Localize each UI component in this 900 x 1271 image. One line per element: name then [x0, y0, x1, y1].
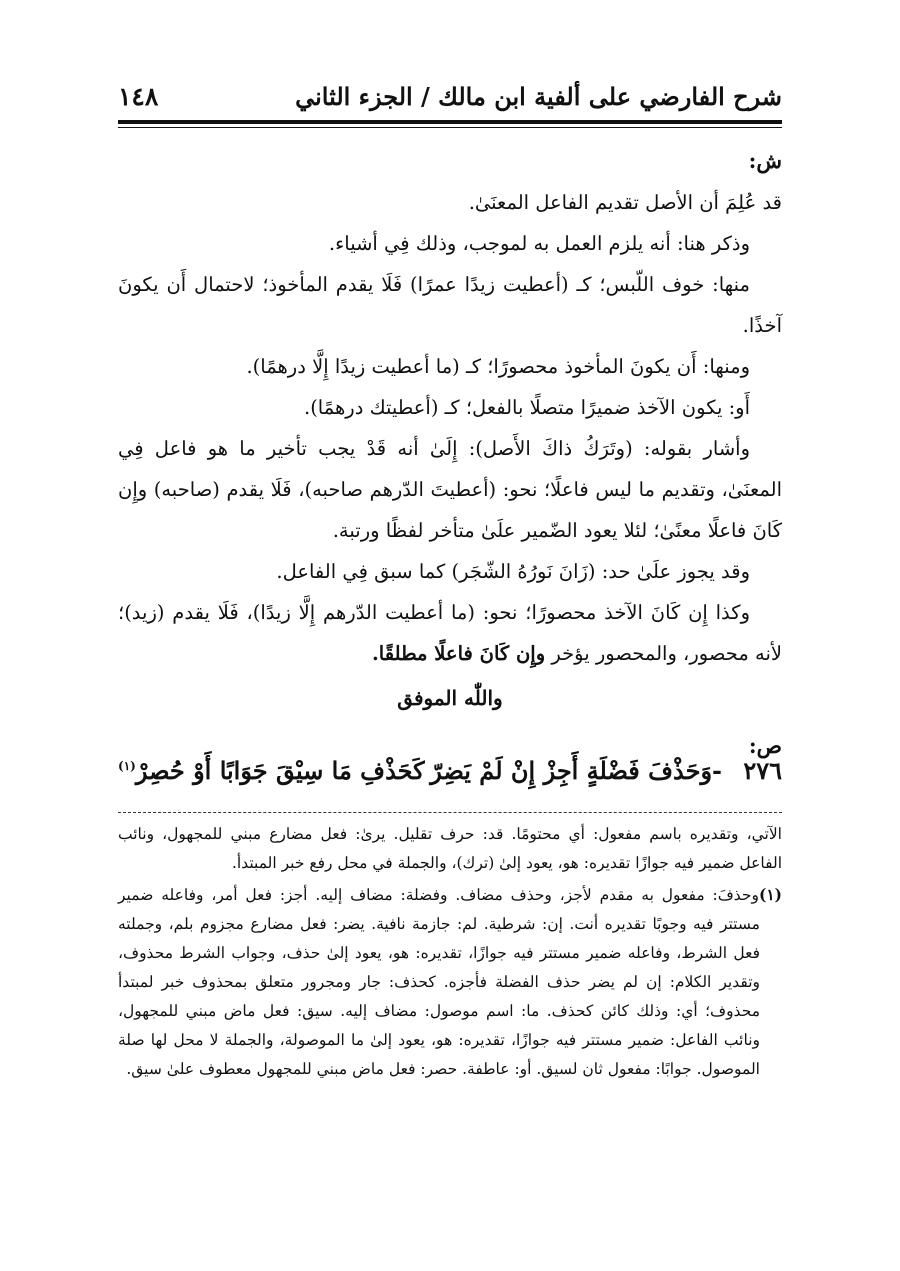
footnotes	[118, 820, 782, 1086]
verse-first-hemistich: -وَحَذْفَ فَضْلَةٍ أَجِزْ إِنْ لَمْ يَضِرّ	[430, 756, 722, 785]
paragraph: ومنها: أَن يكونَ المأخوذ محصورًا؛ كـ (ما أعطيت زيدًا إِلَّا درهمًا).	[246, 355, 750, 378]
section-label-s: ص:	[748, 733, 782, 758]
footnote-continuation: الآتي، وتقديره باسم مفعول: أي محتومًا. قد: حرف تقليل. يرىٰ: فعل مضارع مبني للمجهول، ونائب الفاعل ضمير فيه جوازًا تقديره: هو، يعود إلىٰ (ترك)، والجملة في محل رفع خبر المبتدأ.	[118, 825, 782, 872]
paragraph: أَو: يكون الآخذ ضميرًا متصلًا بالفعل؛ كـ (أعطيتك درهمًا).	[304, 396, 750, 419]
paragraph: وأشار بقوله: (وتَرَكُ ذاكَ الأَصل): إِلَىٰ أنه قَدْ يجب تأخير ما هو فاعل فِي المعنَىٰ، وتقديم ما ليس فاعلًا؛ نحو: (أعطيتَ الدّرهم صاحبه)، فَلَا يقدم (صاحبه) وإِن كَانَ فاعلًا معنًىٰ؛ لئلا يعود الضّمير علَىٰ متأخر لفظًا ورتبة.	[118, 437, 782, 542]
closing-formula: واللّٰه الموفق	[397, 686, 503, 710]
paragraph-with-bold-tail	[118, 592, 782, 674]
running-title: شرح الفارضي على ألفية ابن مالك / الجزء الثاني	[295, 82, 782, 111]
header-rule-thick	[118, 120, 782, 124]
footnote-text: وحذفَ: مفعول به مقدم لأجز، وحذف مضاف. وفضلة: مضاف إليه. أجز: فعل أمر، وفاعله ضمير مستتر فيه وجوبًا تقديره أنت. إن: شرطية. لم: جازمة نافية. يضر: فعل مضارع مجزوم بلم، وجملته فعل الشرط، وفاعله ضمير مستتر فيه جوازًا، تقديره: هو، يعود إلىٰ حذف، وجواب الشرط محذوف، وتقدير الكلام: إن لم يضر حذف الفضلة فأجزه. كحذف: جار ومجرور متعلق بمحذوف خبر لمبتدأ محذوف؛ أي: وذلك كائن كحذف. ما: اسم موصول: مضاف إليه. سيق: فعل ماض مبني للمجهول، ونائب الفاعل: ضمير مستتر فيه جوازًا، تقديره: هو، يعود إلىٰ ما الموصولة، والجملة لا محل لها صلة الموصول. جوابًا: مفعول ثان لسيق. أو: عاطفة. حصر: فعل ماض مبني للمجهول معطوف علىٰ سيق.	[118, 886, 760, 1078]
page-number: ١٤٨	[118, 82, 159, 111]
footnote-marker: (١)	[758, 885, 782, 904]
header-rule-thin	[118, 127, 782, 128]
commentary-body	[118, 140, 782, 767]
verse-second-hemistich: كَحَذْفِ مَا سِيْقَ جَوَابًا أَوْ حُصِرْ$^{(١)}$	[118, 756, 425, 785]
page-header	[118, 76, 782, 116]
verse-number: ٢٧٦	[743, 756, 782, 785]
paragraph: وذكر هنا: أنه يلزم العمل به لموجب، وذلك فِي أشياء.	[328, 232, 750, 255]
footnote-separator	[118, 812, 782, 813]
verse-line	[118, 752, 782, 802]
paragraph: منها: خوف اللّبس؛ كـ (أعطيت زيدًا عمرًا) فَلَا يقدم المأخوذ؛ لاحتمال أَن يكونَ آخذًا.	[118, 273, 782, 337]
footnote-ref: (١)	[118, 759, 136, 773]
bold-tail: وإِن كَانَ فاعلًا مطلقًا.	[372, 642, 546, 665]
paragraph: قد عُلِمَ أن الأصل تقديم الفاعل المعنَىٰ.	[468, 191, 782, 214]
footnote-1	[118, 880, 782, 1084]
section-label-sh: ش:	[748, 148, 782, 173]
paragraph: وقد يجوز علَىٰ حد: (زَانَ نَورُهُ الشّجَر) كما سبق فِي الفاعل.	[276, 560, 750, 583]
paragraph-text: وكذا إِن كَانَ الآخذ محصورًا؛ نحو: (ما أعطيت الدّرهم إِلَّا زيدًا)، فَلَا يقدم (زيد)؛ لأنه محصور، والمحصور يؤخر	[118, 601, 782, 665]
